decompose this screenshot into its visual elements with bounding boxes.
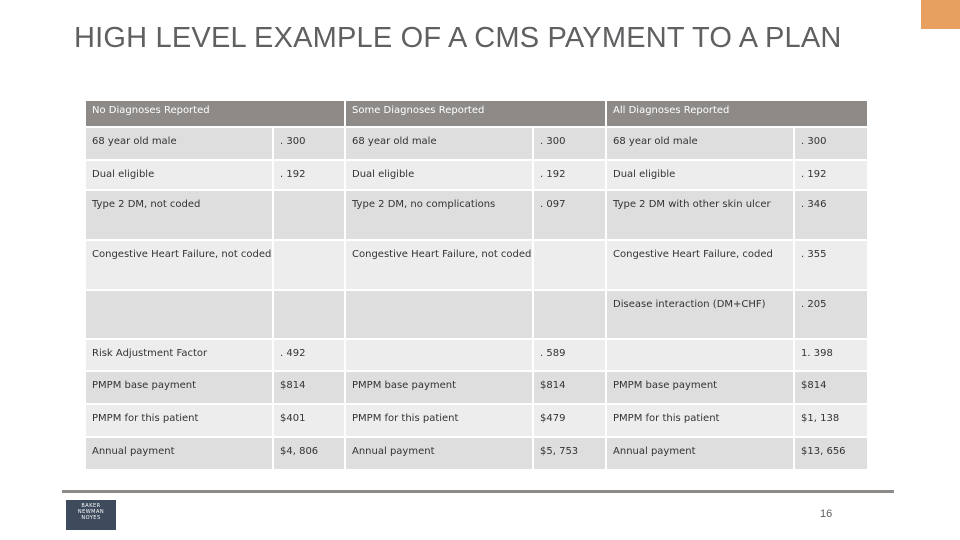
table-cell <box>273 290 345 339</box>
table-cell: Type 2 DM, no complications <box>345 190 533 240</box>
table-cell: PMPM for this patient <box>85 404 273 437</box>
table-cell: . 300 <box>533 127 606 160</box>
table-cell: $814 <box>273 371 345 404</box>
table-row <box>85 190 868 240</box>
logo-line: BAKER <box>81 503 101 509</box>
table-row <box>85 240 868 290</box>
table-cell: Annual payment <box>85 437 273 470</box>
table-cell: . 097 <box>533 190 606 240</box>
table-cell: . 355 <box>794 240 868 290</box>
table-cell: Congestive Heart Failure, coded <box>606 240 794 290</box>
table-cell: $814 <box>533 371 606 404</box>
table-cell: . 192 <box>533 160 606 190</box>
table-cell: 68 year old male <box>85 127 273 160</box>
table-cell: $13, 656 <box>794 437 868 470</box>
table-cell: $814 <box>794 371 868 404</box>
table-cell: PMPM base payment <box>345 371 533 404</box>
table-cell: 1. 398 <box>794 339 868 371</box>
table-cell <box>273 240 345 290</box>
table-cell <box>345 290 533 339</box>
table-cell: PMPM for this patient <box>606 404 794 437</box>
table-cell: Disease interaction (DM+CHF) <box>606 290 794 339</box>
table-cell: Type 2 DM, not coded <box>85 190 273 240</box>
table-cell: Type 2 DM with other skin ulcer <box>606 190 794 240</box>
table-row <box>85 339 868 371</box>
table-cell: Dual eligible <box>85 160 273 190</box>
table-cell: Dual eligible <box>345 160 533 190</box>
table-cell: Dual eligible <box>606 160 794 190</box>
table-cell <box>606 339 794 371</box>
page-number: 16 <box>820 508 833 520</box>
table-cell: . 192 <box>273 160 345 190</box>
table-cell: . 300 <box>794 127 868 160</box>
logo-line: NEWMAN <box>77 509 105 515</box>
table-cell <box>533 240 606 290</box>
table-cell: Annual payment <box>345 437 533 470</box>
page-title: HIGH LEVEL EXAMPLE OF A CMS PAYMENT TO A PLAN <box>74 22 842 54</box>
table-cell: . 492 <box>273 339 345 371</box>
table-row <box>85 127 868 160</box>
table-cell: $401 <box>273 404 345 437</box>
logo-line: NOYES <box>81 515 101 521</box>
table-cell: Congestive Heart Failure, not coded <box>345 240 533 290</box>
table-cell: PMPM for this patient <box>345 404 533 437</box>
table-cell: . 192 <box>794 160 868 190</box>
table-cell: Congestive Heart Failure, not coded <box>85 240 273 290</box>
table-row <box>85 404 868 437</box>
column-header-some-diagnoses: Some Diagnoses Reported <box>345 100 606 127</box>
table-cell: . 205 <box>794 290 868 339</box>
footer-divider <box>62 490 894 493</box>
table-cell: 68 year old male <box>606 127 794 160</box>
table-cell <box>533 290 606 339</box>
table-row <box>85 437 868 470</box>
company-logo <box>66 500 116 530</box>
table-row <box>85 160 868 190</box>
table-cell: $5, 753 <box>533 437 606 470</box>
table-cell: Annual payment <box>606 437 794 470</box>
table-header-row <box>85 100 868 127</box>
table-cell: $479 <box>533 404 606 437</box>
table-cell: PMPM base payment <box>606 371 794 404</box>
table-cell: . 346 <box>794 190 868 240</box>
table-cell <box>345 339 533 371</box>
table-cell: . 300 <box>273 127 345 160</box>
table-row <box>85 371 868 404</box>
table-cell: $1, 138 <box>794 404 868 437</box>
table-cell: PMPM base payment <box>85 371 273 404</box>
table-row <box>85 290 868 339</box>
table-cell: . 589 <box>533 339 606 371</box>
payment-table <box>84 99 869 471</box>
table-cell: $4, 806 <box>273 437 345 470</box>
table-cell <box>85 290 273 339</box>
column-header-all-diagnoses: All Diagnoses Reported <box>606 100 868 127</box>
table-cell <box>273 190 345 240</box>
corner-accent <box>921 0 960 29</box>
table-cell: 68 year old male <box>345 127 533 160</box>
column-header-no-diagnoses: No Diagnoses Reported <box>85 100 345 127</box>
table-cell: Risk Adjustment Factor <box>85 339 273 371</box>
